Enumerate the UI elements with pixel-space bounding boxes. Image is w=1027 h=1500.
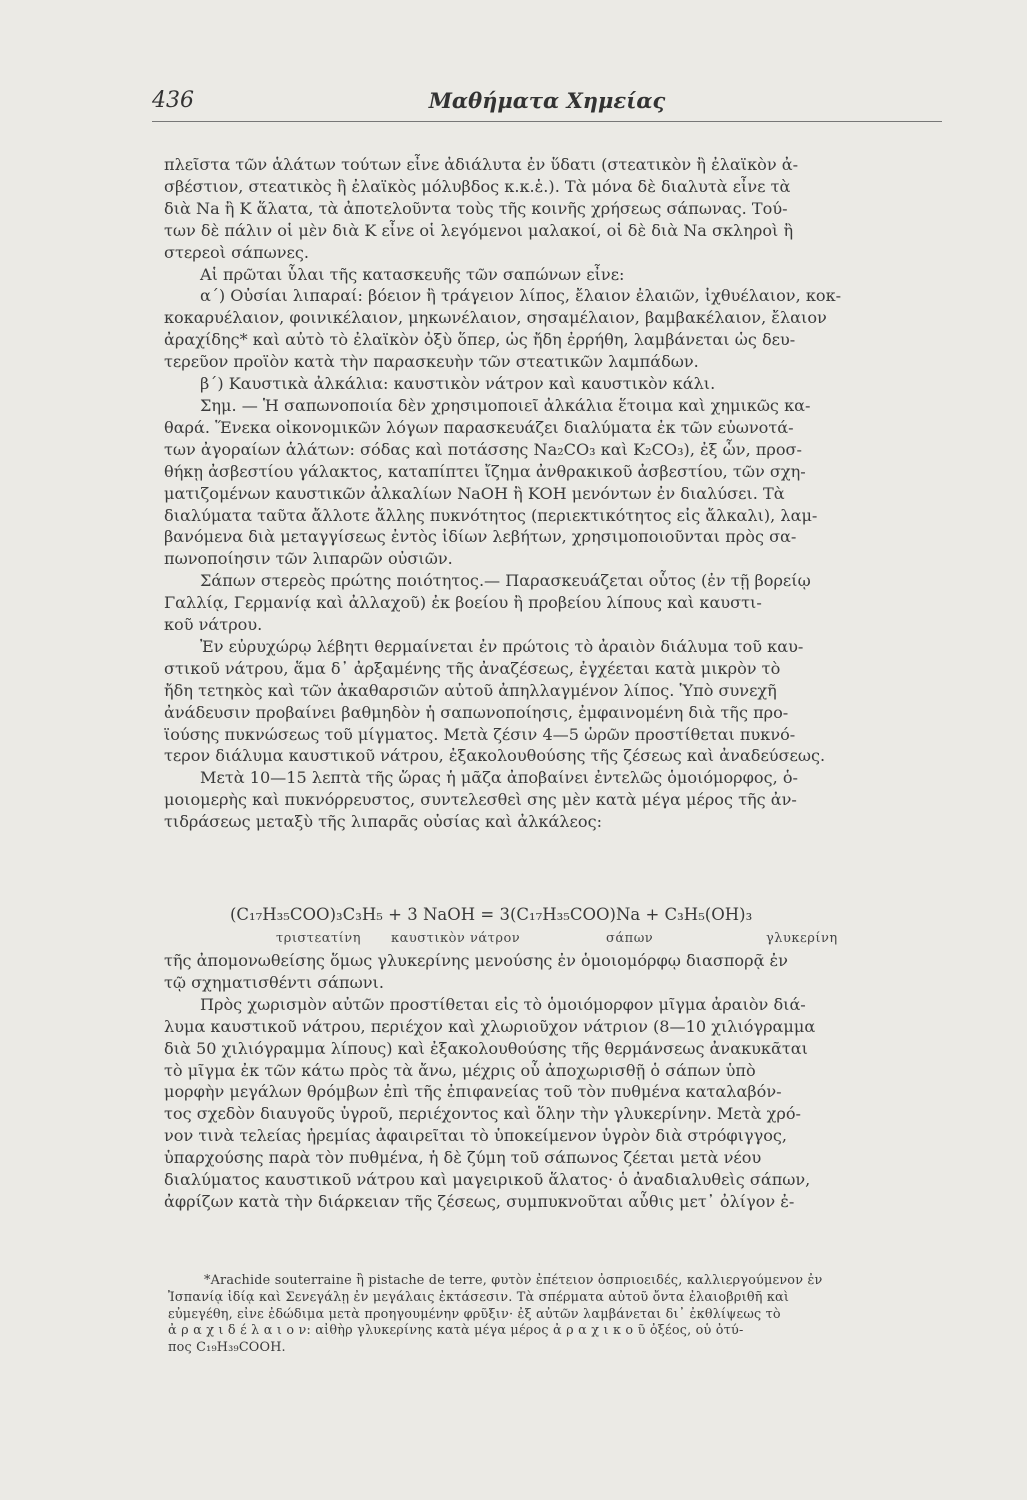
text-line: νον τινὰ τελείας ἠρεμίας ἀφαιρεῖται τὸ ὑποκείμενον ὑγρὸν διὰ στρόφιγγος, — [164, 1126, 788, 1146]
body-text — [164, 154, 964, 833]
text-line: Γαλλίᾳ, Γερμανίᾳ καὶ ἀλλαχοῦ) ἐκ βοείου ἢ προβείου λίπους καὶ καυστι- — [164, 593, 762, 613]
text-line: κοῦ νάτρου. — [164, 615, 263, 635]
text-line: τερεῦον προϊὸν κατὰ τὴν παρασκευὴν τῶν στεατικῶν λαμπάδων. — [164, 352, 699, 372]
text-line: διὰ Na ἢ K ἅλατα, τὰ ἀποτελοῦντα τοὺς τῆς κοινῆς χρήσεως σάπωνας. Τού- — [164, 198, 788, 218]
footnote-line: *Arachide souterraine ἢ pistache de terre, φυτὸν ἐπέτειον ὀσπριοειδές, καλλιεργούμενον ἐν — [204, 1273, 823, 1288]
list-item-b: β΄) Καυστικὰ ἀλκάλια: καυστικὸν νάτρον καὶ καυστικὸν κάλι. — [200, 374, 716, 394]
footnote-line: ἀ ρ α χ ι δ έ λ α ι ο ν: αἰθὴρ γλυκερίνης κατὰ μέγα μέρος ἀ ρ α χ ι κ ο ῦ ὀξέος, οὗ ὀτύ- — [168, 1323, 744, 1339]
text-line: θήκῃ ἀσβεστίου γάλακτος, καταπίπτει ἴζημα ἀνθρακικοῦ ἀσβεστίου, τῶν σχη- — [164, 461, 806, 481]
equation-label: καυστικὸν νάτρον — [391, 931, 521, 946]
footnote-line: πος C₁₉H₃₉COOH. — [168, 1340, 286, 1356]
text-line: βανόμενα διὰ μεταγγίσεως ἐντὸς ἰδίων λεβήτων, χρησιμοποιοῦνται πρὸς σα- — [164, 527, 797, 547]
text-line: Πρὸς χωρισμὸν αὐτῶν προστίθεται εἰς τὸ ὁμοιόμορφον μῖγμα ἀραιὸν διά- — [200, 994, 806, 1014]
text-line: στερεοὶ σάπωνες. — [164, 242, 309, 262]
text-line: τὸ μῖγμα ἐκ τῶν κάτω πρὸς τὰ ἄνω, μέχρις οὗ ἀποχωρισθῇ ὁ σάπων ὑπὸ — [164, 1060, 756, 1080]
equation-label: σάπων — [606, 931, 654, 946]
page-number: 436 — [152, 88, 194, 113]
text-line: θαρά. Ἕνεκα οἰκονομικῶν λόγων παρασκευάζει διαλύματα ἐκ τῶν εὐωνοτά- — [164, 417, 794, 437]
running-title: Μαθήματα Χημείας — [428, 88, 666, 113]
text-line: των ἀγοραίων ἁλάτων: σόδας καὶ ποτάσσης Na₂CO₃ καὶ K₂CO₃), ἐξ ὧν, προσ- — [164, 439, 802, 459]
text-line: ϊούσης πυκνώσεως τοῦ μίγματος. Μετὰ ζέσιν 4—5 ὡρῶν προστίθεται πυκνό- — [164, 724, 796, 744]
text-line: μορφὴν μεγάλων θρόμβων ἐπὶ τῆς ἐπιφανείας τοῦ τὸν πυθμένα καταλαβόν- — [164, 1082, 782, 1102]
text-line: ἀνάδευσιν προβαίνει βαθμηδὸν ἡ σαπωνοποίησις, ἐμφαινομένη διὰ τῆς προ- — [164, 702, 789, 722]
footnote-line: εὐμεγέθη, εἶνε ἐδώδιμα μετὰ προηγουμένην φρῦξιν· ἐξ αὐτῶν λαμβάνεται δι᾽ ἐκθλίψεως τὸ — [168, 1306, 781, 1322]
text-line: πωνοποίησιν τῶν λιπαρῶν οὐσιῶν. — [164, 549, 453, 569]
text-line: λυμα καυστικοῦ νάτρου, περιέχον καὶ χλωριοῦχον νάτριον (8—10 χιλιόγραμμα — [164, 1016, 816, 1036]
equation-label: γλυκερίνη — [766, 931, 838, 946]
equation-label: τριστεατίνη — [276, 931, 361, 946]
text-line: Αἱ πρῶται ὗλαι τῆς κατασκευῆς τῶν σαπώνων εἶνε: — [200, 264, 625, 284]
text-line: των δὲ πάλιν οἱ μὲν διὰ K εἶνε οἱ λεγόμενοι μαλακοί, οἱ δὲ διὰ Na σκληροὶ ἢ — [164, 220, 794, 240]
page-header — [152, 88, 942, 122]
text-line: τερον διάλυμα καυστικοῦ νάτρου, ἐξακολουθούσης τῆς ζέσεως καὶ ἀναδεύσεως. — [164, 746, 826, 766]
text-line: τος σχεδὸν διαυγοῦς ὑγροῦ, περιέχοντος καὶ ὅλην τὴν γλυκερίνην. Μετὰ χρό- — [164, 1104, 801, 1124]
section-heading-line: Σάπων στερεὸς πρώτης ποιότητος.— Παρασκευάζεται οὗτος (ἐν τῇ βορείῳ — [200, 571, 811, 591]
text-line: μοιομερὴς καὶ πυκνόρρευστος, συντελεσθεὶ σης μὲν κατὰ μέγα μέρος τῆς ἀν- — [164, 790, 797, 810]
note-line: Σημ. — Ἡ σαπωνοποιία δὲν χρησιμοποιεῖ ἀλκάλια ἕτοιμα καὶ χημικῶς κα- — [200, 395, 811, 415]
text-line: Ἐν εὐρυχώρῳ λέβητι θερμαίνεται ἐν πρώτοις τὸ ἀραιὸν διάλυμα τοῦ καυ- — [200, 636, 804, 656]
header-rule — [152, 121, 942, 122]
text-line: διαλύματος καυστικοῦ νάτρου καὶ μαγειρικοῦ ἅλατος· ὁ ἀναδιαλυθεὶς σάπων, — [164, 1170, 811, 1190]
text-line: ἤδη τετηκὸς καὶ τῶν ἀκαθαρσιῶν αὐτοῦ ἀπηλλαγμένον λίπος. Ὑπὸ συνεχῆ — [164, 680, 777, 700]
body-text-continued — [164, 950, 964, 1213]
footnote-line: Ἰσπανίᾳ ἰδίᾳ καὶ Σενεγάλῃ ἐν μεγάλαις ἐκτάσεσιν. Τὰ σπέρματα αὐτοῦ ὄντα ἐλαιοβριθῆ καὶ — [168, 1289, 790, 1305]
text-line: σβέστιον, στεατικὸς ἢ ἐλαϊκὸς μόλυβδος κ.κ.ἑ.). Τὰ μόνα δὲ διαλυτὰ εἶνε τὰ — [164, 176, 791, 196]
text-line: τιδράσεως μεταξὺ τῆς λιπαρᾶς οὐσίας καὶ ἀλκάλεος: — [164, 812, 603, 832]
text-line: ὑπαρχούσης παρὰ τὸν πυθμένα, ἡ δὲ ζύμη τοῦ σάπωνος ζέεται μετὰ νέου — [164, 1148, 762, 1168]
text-line: πλεῖστα τῶν ἁλάτων τούτων εἶνε ἀδιάλυτα ἐν ὕδατι (στεατικὸν ἢ ἐλαϊκὸν ἀ- — [164, 155, 799, 174]
text-line: διὰ 50 χιλιόγραμμα λίπους) καὶ ἐξακολουθούσης τῆς θερμάνσεως ἀνακυκᾶται — [164, 1038, 808, 1058]
footnote — [168, 1273, 968, 1357]
text-line: ἀφρίζων κατὰ τὴν διάρκειαν τῆς ζέσεως, συμπυκνοῦται αὖθις μετ᾽ ὀλίγον ἐ- — [164, 1191, 795, 1211]
text-line: τῆς ἀπομονωθείσης ὅμως γλυκερίνης μενούσης ἐν ὁμοιομόρφῳ διασπορᾷ ἐν — [164, 951, 788, 970]
text-line: Μετὰ 10—15 λεπτὰ τῆς ὥρας ἡ μᾶζα ἀποβαίνει ἐντελῶς ὁμοιόμορφος, ὁ- — [200, 768, 798, 788]
text-line: ματιζομένων καυστικῶν ἀλκαλίων NaOH ἢ KOH μενόντων ἐν διαλύσει. Τὰ — [164, 483, 785, 503]
text-line: τῷ σχηματισθέντι σάπωνι. — [164, 972, 384, 992]
text-line: κοκαρυέλαιον, φοινικέλαιον, μηκωνέλαιον, σησαμέλαιον, βαμβακέλαιον, ἔλαιον — [164, 308, 827, 328]
text-line: διαλύματα ταῦτα ἄλλοτε ἄλλης πυκνότητος (περιεκτικότητος εἰς ἄλκαλι), λαμ- — [164, 505, 818, 525]
chemical-equation: (C₁₇H₃₅COO)₃C₃H₅ + 3 NaOH = 3(C₁₇H₃₅COO)Na + C₃H₅(OH)₃ — [230, 905, 753, 924]
text-line: ἀραχίδης* καὶ αὐτὸ τὸ ἐλαϊκὸν ὀξὺ ὅπερ, ὡς ἤδη ἐρρήθη, λαμβάνεται ὡς δευ- — [164, 330, 796, 350]
text-line: στικοῦ νάτρου, ἅμα δ᾽ ἀρξαμένης τῆς ἀναζέσεως, ἐγχέεται κατὰ μικρὸν τὸ — [164, 658, 781, 678]
list-item-a: α΄) Οὐσίαι λιπαραί: βόειον ἢ τράγειον λίπος, ἔλαιον ἐλαιῶν, ἰχθυέλαιον, κοκ- — [200, 286, 842, 306]
